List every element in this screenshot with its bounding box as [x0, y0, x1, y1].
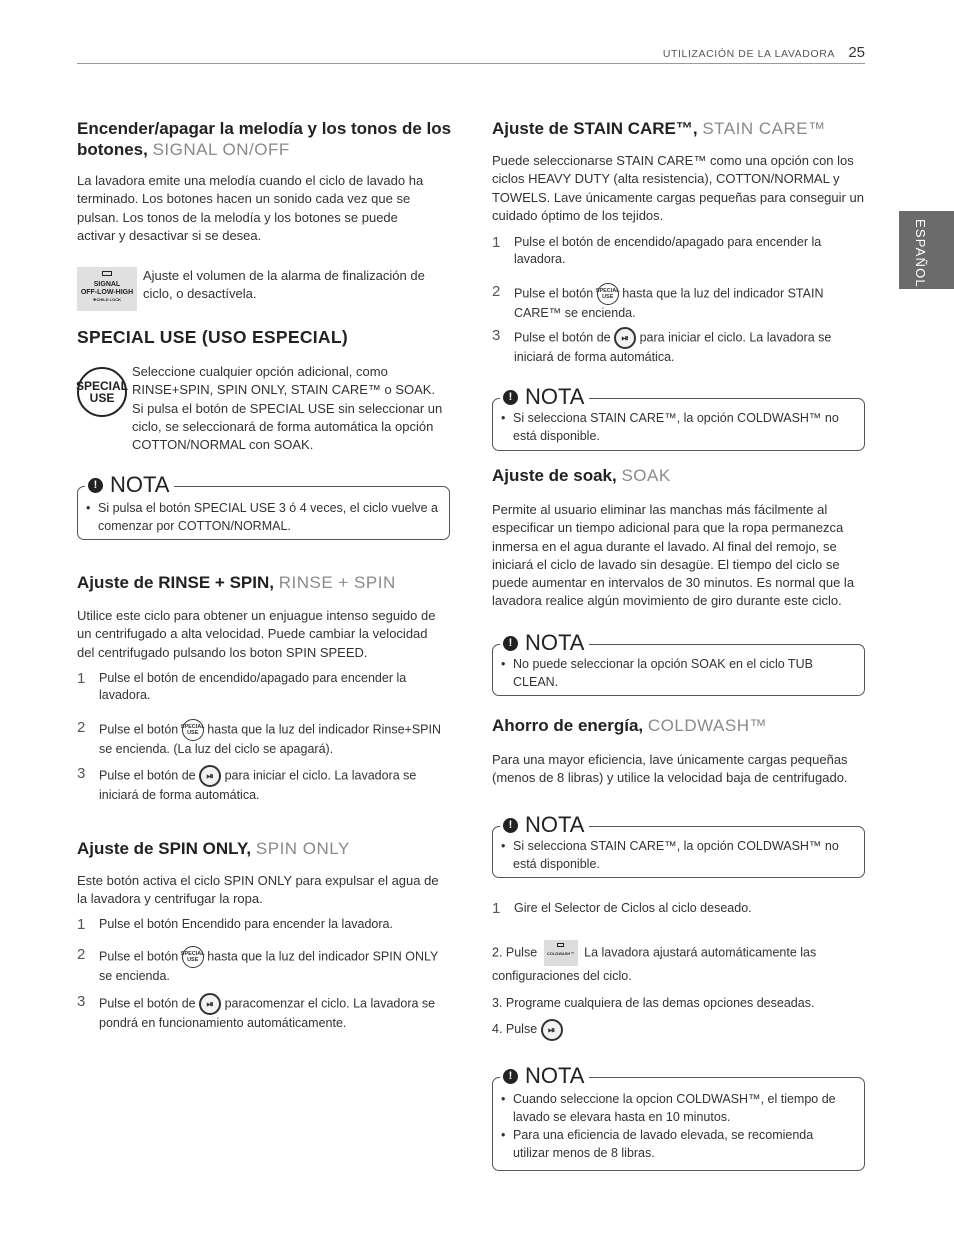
note-title-5 [500, 1064, 589, 1088]
special-use-icon: SPECIAL USE [597, 283, 619, 305]
special-use-icon-line1: SPECIAL [76, 379, 129, 393]
start-pause-icon: ⏯ [199, 765, 221, 787]
rinse-step-3 [77, 765, 447, 804]
signal-led-icon [102, 271, 112, 276]
exclamation-icon: ! [503, 390, 518, 405]
step-text: 4. Pulse [492, 1022, 538, 1036]
step-number: 1 [492, 900, 501, 917]
step-text: para iniciar el ciclo. La lavadora se iniciará de forma automática. [514, 330, 832, 364]
stain-care-heading-bold: Ajuste de STAIN CARE™, [492, 119, 698, 138]
language-tab [899, 211, 954, 289]
language-tab-label: ESPAÑOL [913, 219, 928, 288]
special-use-body: Seleccione cualquier opción adicional, como RINSE+SPIN, SPIN ONLY, STAIN CARE™ o SOAK. Si pulsa el botón de SPECIAL USE sin seleccionar un ciclo, se seleccionará de forma automática la opción COTTON/NORMAL con SOAK. [132, 364, 443, 453]
note-title-1-text: NOTA [110, 472, 170, 497]
note-box-5 [492, 1063, 865, 1171]
spin-only-heading-gray: SPIN ONLY [255, 839, 350, 858]
start-pause-icon: ⏯ [541, 1019, 563, 1041]
note-title-2-text: NOTA [525, 384, 585, 409]
note-list-5 [493, 1078, 864, 1162]
spin-only-heading-bold: Ajuste de SPIN ONLY, [77, 839, 252, 858]
signal-icon-line2: OFF-LOW-HIGH [80, 289, 134, 296]
step-number: 1 [77, 670, 86, 687]
coldwash-step-1 [492, 900, 862, 917]
signal-heading-bold: Encender/apagar la melodía y los tonos de los botones, [77, 119, 452, 159]
spin-only-heading [77, 838, 350, 859]
spin-step-2 [77, 946, 447, 985]
rinse-spin-heading [77, 572, 396, 593]
note-item: • Para una eficiencia de lavado elevada, se recomienda utilizar menos de 8 libras. [499, 1126, 850, 1162]
note-item: • No puede seleccionar la opción SOAK en el ciclo TUB CLEAN. [499, 655, 844, 691]
soak-heading [492, 465, 671, 486]
coldwash-heading [492, 715, 767, 736]
exclamation-icon: ! [88, 478, 103, 493]
rinse-spin-body: Utilice este ciclo para obtener un enjuague intenso seguido de un centrifugado a alta velocidad. Puede cambiar la velocidad del centrifugado pulsando los boton SPIN SPEED. [77, 608, 436, 660]
step-text: Gire el Selector de Ciclos al ciclo deseado. [514, 901, 752, 915]
step-text: Pulse el botón [99, 722, 179, 737]
exclamation-icon: ! [503, 1069, 518, 1084]
signal-icon-line3: ✱CHILD LOCK [92, 297, 121, 302]
special-use-button-icon [77, 367, 127, 417]
step-text: paracomenzar el ciclo. La lavadora se pondrá en funcionamiento automáticamente. [99, 996, 436, 1030]
note-box-4 [492, 812, 865, 878]
page-number: 25 [848, 44, 865, 61]
step-text: Pulse el botón de encendido/apagado para encender la lavadora. [99, 671, 407, 702]
signal-heading-gray: SIGNAL ON/OFF [152, 140, 290, 159]
stain-step-1 [492, 234, 862, 268]
signal-section [77, 118, 457, 245]
step-text: hasta que la luz del indicador Rinse+SPIN se encienda. (La luz del ciclo se apagará). [99, 722, 442, 756]
note-title-3 [500, 631, 589, 655]
note-title-1 [85, 473, 174, 497]
step-text: La lavadora ajustará automáticamente las configuraciones del ciclo. [492, 945, 817, 983]
rinse-step-2 [77, 719, 447, 758]
step-number: 3 [77, 765, 86, 782]
coldwash-step-3: 3. Programe cualquiera de las demas opciones deseadas. [492, 996, 815, 1010]
exclamation-icon: ! [503, 818, 518, 833]
soak-heading-gray: SOAK [621, 466, 671, 485]
exclamation-icon: ! [503, 636, 518, 651]
spin-step-1 [77, 916, 447, 933]
rinse-step-1 [77, 670, 437, 704]
spin-step-3 [77, 993, 452, 1032]
step-text: para iniciar el ciclo. La lavadora se iniciará de forma automática. [99, 768, 417, 802]
soak-heading-bold: Ajuste de soak, [492, 466, 617, 485]
coldwash-step-4 [492, 1016, 692, 1042]
note-title-4-text: NOTA [525, 812, 585, 837]
step-text: hasta que la luz del indicador SPIN ONLY se encienda. [99, 949, 439, 983]
step-text: Pulse el botón de [99, 996, 196, 1011]
step-number: 1 [492, 234, 501, 251]
special-use-heading: SPECIAL USE (USO ESPECIAL) [77, 327, 348, 347]
note-item: • Si selecciona STAIN CARE™, la opción COLDWASH™ no está disponible. [499, 409, 850, 445]
special-use-icon-line2: USE [89, 391, 115, 405]
step-text: Pulse el botón [514, 286, 594, 301]
note-title-5-text: NOTA [525, 1063, 585, 1088]
step-number: 3 [77, 993, 86, 1010]
start-pause-icon: ⏯ [614, 327, 636, 349]
step-number: 2 [77, 719, 86, 736]
signal-icon-description: Ajuste el volumen de la alarma de finalización de ciclo, o desactívela. [143, 268, 425, 302]
coldwash-step-2 [492, 940, 862, 986]
note-title-3-text: NOTA [525, 630, 585, 655]
step-text: Pulse el botón de [514, 330, 611, 345]
coldwash-heading-bold: Ahorro de energía, [492, 716, 644, 735]
stain-step-3 [492, 327, 864, 366]
note-title-4 [500, 813, 589, 837]
coldwash-button-icon [544, 940, 578, 966]
coldwash-led-icon [557, 943, 564, 947]
step-text: 2. Pulse [492, 945, 538, 960]
step-number: 2 [492, 283, 501, 300]
stain-care-body: Puede seleccionarse STAIN CARE™ como una opción con los ciclos HEAVY DUTY (alta resistencia), COTTON/NORMAL y TOWELS. Lave únicamente cargas pequeñas para conseguir un cuidado óptimo de los tejidos. [492, 153, 864, 223]
special-use-icon: SPECIAL USE [182, 946, 204, 968]
step-number: 2 [77, 946, 86, 963]
header-section-title: UTILIZACIÓN DE LA LAVADORA [662, 48, 835, 60]
coldwash-icon-label: COLDWASH™ [546, 951, 575, 956]
note-title-2 [500, 385, 589, 409]
start-pause-icon: ⏯ [199, 993, 221, 1015]
page-header [77, 44, 865, 64]
note-box-2 [492, 384, 865, 451]
stain-care-heading [492, 118, 826, 139]
rinse-spin-heading-bold: Ajuste de RINSE + SPIN, [77, 573, 274, 592]
rinse-spin-heading-gray: RINSE + SPIN [278, 573, 396, 592]
stain-care-heading-gray: STAIN CARE™ [702, 119, 826, 138]
note-item: • Cuando seleccione la opcion COLDWASH™, el tiempo de lavado se elevara hasta en 10 minutos. [499, 1090, 850, 1126]
step-text: Pulse el botón de encendido/apagado para encender la lavadora. [514, 235, 822, 266]
step-text: Pulse el botón de [99, 768, 196, 783]
note-item: • Si pulsa el botón SPECIAL USE 3 ó 4 veces, el ciclo vuelve a comenzar por COTTON/NORMAL. [84, 499, 439, 535]
spin-only-body: Este botón activa el ciclo SPIN ONLY para expulsar el agua de la lavadora y centrifugar la ropa. [77, 873, 439, 907]
stain-step-2 [492, 283, 864, 322]
step-number: 1 [77, 916, 86, 933]
signal-button-icon [77, 267, 137, 311]
note-item: • Si selecciona STAIN CARE™, la opción COLDWASH™ no está disponible. [499, 837, 850, 873]
step-text: Pulse el botón Encendido para encender la lavadora. [99, 917, 393, 931]
signal-icon-line1: SIGNAL [93, 281, 121, 288]
note-box-3 [492, 630, 865, 696]
coldwash-heading-gray: COLDWASH™ [647, 716, 767, 735]
note-box-1 [77, 472, 450, 540]
step-text: hasta que la luz del indicador STAIN CARE™ se encienda. [514, 286, 824, 320]
soak-body: Permite al usuario eliminar las manchas más fácilmente al especificar un tiempo adicional para que la ropa permanezca inmersa en el agua durante el lavado. Al final del remojo, se iniciará el ciclo de lavado sin desagüe. El tiempo del ciclo se puede aumentar en intervalos de 30 minutos. Es normal que la lavadora realice algún movimiento de giro durante este ciclo. [492, 502, 855, 609]
special-use-icon: SPECIAL USE [182, 719, 204, 741]
coldwash-body: Para una mayor eficiencia, lave únicamente cargas pequeñas (menos de 8 libras) y utilice la velocidad baja de centrifugado. [492, 752, 848, 786]
signal-body: La lavadora emite una melodía cuando el ciclo de lavado ha terminado. Los botones hacen un sonido cada vez que se pulsan. Los tonos de la melodía y los botones se puede activar y desactivar si se desea. [77, 173, 424, 243]
step-text: Pulse el botón [99, 949, 179, 964]
step-number: 3 [492, 327, 501, 344]
signal-heading [77, 118, 457, 160]
